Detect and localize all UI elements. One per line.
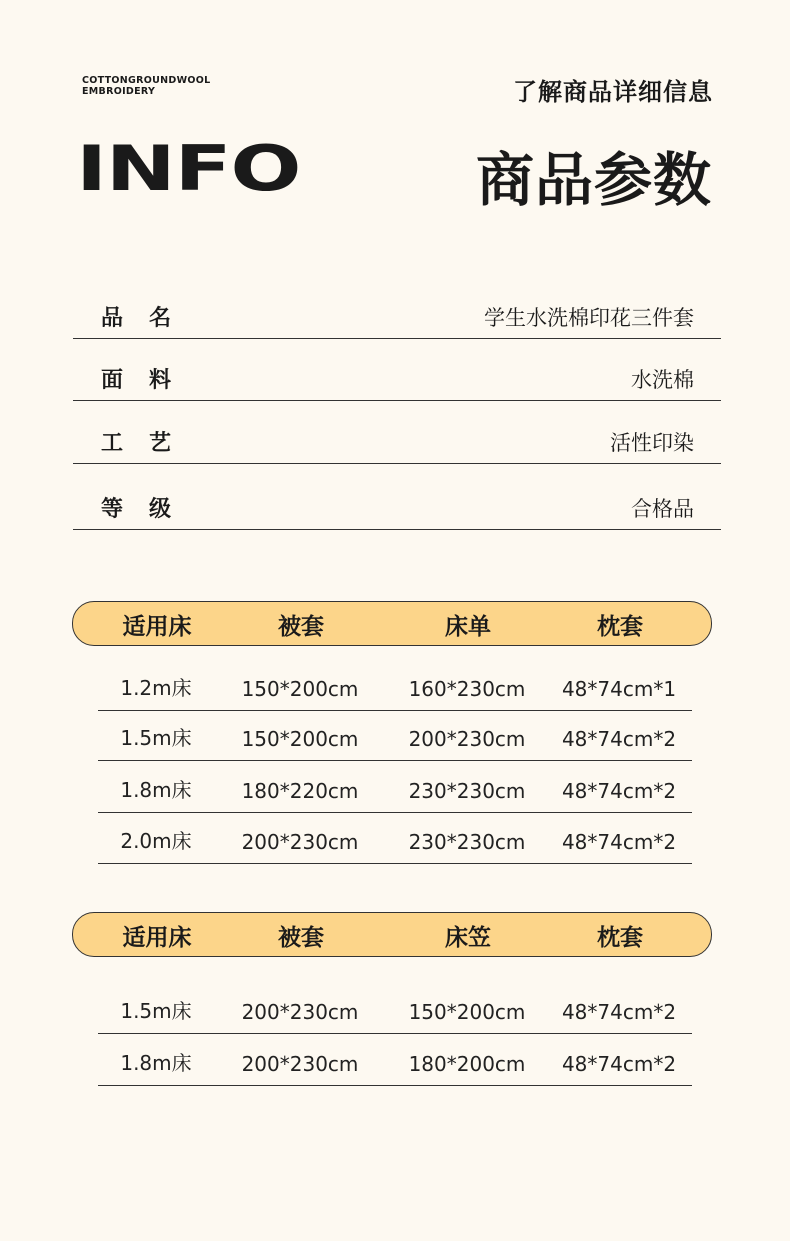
- table-cell: 1.8m床: [120, 778, 192, 802]
- table-cell: 48*74cm*2: [561, 830, 677, 854]
- spec-value: 活性印染: [610, 431, 694, 455]
- info-title: INFO: [76, 132, 301, 205]
- table-cell: 180*200cm: [408, 1052, 526, 1076]
- table-cell: 230*230cm: [408, 830, 526, 854]
- header-cell: 适用床: [122, 925, 192, 951]
- spec-row-grade: [73, 467, 721, 530]
- brand-line-2: EMBROIDERY: [82, 86, 156, 97]
- table-cell: 200*230cm: [241, 1000, 359, 1024]
- spec-value: 水洗棉: [631, 368, 694, 392]
- spec-value: 合格品: [631, 497, 694, 521]
- brand-text: [82, 75, 210, 97]
- table-cell: 48*74cm*2: [561, 1052, 677, 1076]
- table-cell: 160*230cm: [408, 677, 526, 701]
- page-subtitle: 了解商品详细信息: [513, 78, 713, 106]
- header-cell: 床笠: [445, 925, 491, 951]
- table-cell: 1.2m床: [120, 676, 192, 700]
- header-cell: 被套: [278, 614, 324, 640]
- table-cell: 1.8m床: [120, 1051, 192, 1075]
- table-cell: 48*74cm*2: [561, 779, 677, 803]
- spec-row-craft: [73, 401, 721, 464]
- header-cell: 被套: [278, 925, 324, 951]
- table-cell: 48*74cm*1: [561, 677, 677, 701]
- table-cell: 150*200cm: [408, 1000, 526, 1024]
- table2-header: [72, 912, 712, 957]
- header-cell: 枕套: [597, 614, 643, 640]
- table-cell: 200*230cm: [241, 830, 359, 854]
- table-cell: 150*200cm: [241, 727, 359, 751]
- table-cell: 48*74cm*2: [561, 1000, 677, 1024]
- spec-label: 面料: [101, 368, 198, 393]
- table1-header: [72, 601, 712, 646]
- spec-label: 品名: [101, 306, 198, 331]
- page-title: 商品参数: [475, 146, 712, 214]
- table-cell: 48*74cm*2: [561, 727, 677, 751]
- table-cell: 2.0m床: [120, 829, 192, 853]
- table-row: [98, 710, 692, 761]
- table-cell: 200*230cm: [408, 727, 526, 751]
- table-row: [98, 1035, 692, 1086]
- header-cell: 适用床: [122, 614, 192, 640]
- table-row: [98, 660, 692, 711]
- table-cell: 1.5m床: [120, 726, 192, 750]
- table-cell: 1.5m床: [120, 999, 192, 1023]
- spec-label: 工艺: [101, 431, 198, 456]
- table-cell: 150*200cm: [241, 677, 359, 701]
- table-row: [98, 762, 692, 813]
- spec-label: 等级: [101, 497, 198, 522]
- spec-row-fabric: [73, 338, 721, 401]
- header-cell: 枕套: [597, 925, 643, 951]
- spec-value: 学生水洗棉印花三件套: [484, 306, 694, 330]
- spec-row-name: [73, 276, 721, 339]
- brand-line-1: COTTONGROUNDWOOL: [82, 75, 211, 86]
- table-row: [98, 983, 692, 1034]
- table-cell: 180*220cm: [241, 779, 359, 803]
- table-cell: 200*230cm: [241, 1052, 359, 1076]
- table-row: [98, 813, 692, 864]
- header-cell: 床单: [445, 614, 491, 640]
- table-cell: 230*230cm: [408, 779, 526, 803]
